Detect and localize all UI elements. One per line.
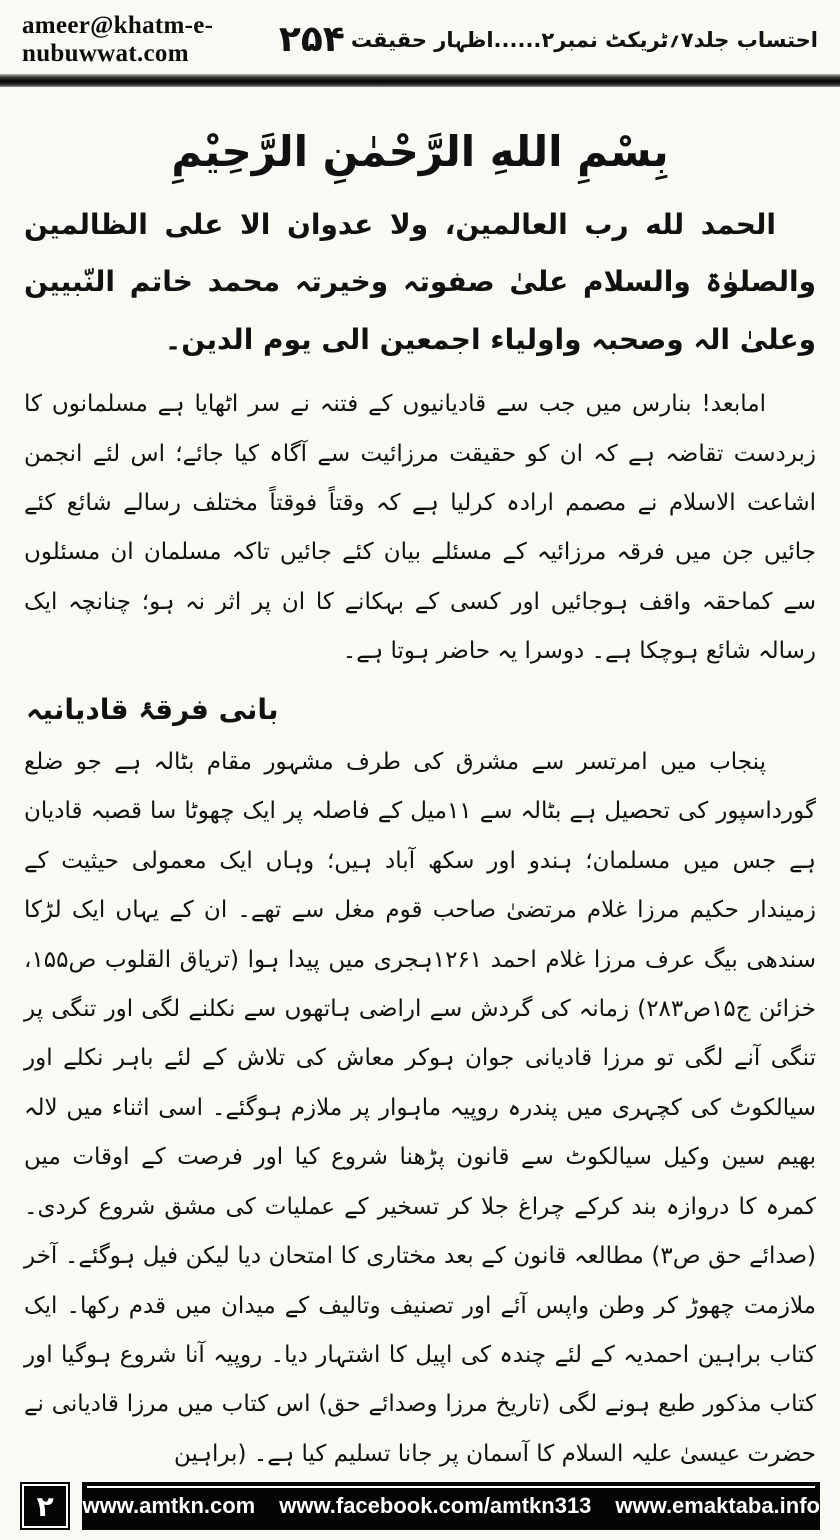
footer-page-number: ۲	[20, 1482, 70, 1530]
arabic-praise-paragraph: الحمد لله رب العالمین، ولا عدوان الا علی الظالمین والصلوٰۃ والسلام علیٰ صفوتہ وخیرتہ محمد خاتم النّبیین وعلیٰ الہ وصحبہ واولیاء اجمعین الی یوم الدین۔	[24, 208, 816, 356]
header-title: احتساب جلد۷؍ٹریکٹ نمبر۲......اظہار حقیقت	[350, 28, 818, 52]
section-heading: بانی فرقۂ قادیانیہ	[26, 692, 279, 726]
page-header	[0, 0, 840, 70]
header-rule	[0, 74, 840, 87]
page-footer	[0, 1482, 840, 1530]
email-text: ameer@khatm-e-nubuwwat.com	[22, 12, 214, 67]
footer-links-bar	[82, 1482, 820, 1530]
paragraph-founder-history: پنجاب میں امرتسر سے مشرق کی طرف مشہور مقام بٹالہ ہے جو ضلع گورداسپور کی تحصیل ہے بٹالہ سے ۱۱میل کے فاصلہ پر ایک چھوٹا سا قصبہ قادیان ہے جس میں مسلمان؛ ہندو اور سکھ آباد ہیں؛ وہاں ایک معمولی حیثیت کے زمیندار حکیم مرزا غلام مرتضیٰ صاحب قوم مغل سے تھے۔ ان کے یہاں ایک لڑکا سندھی بیگ عرف مرزا غلام احمد ۱۲۶۱ہجری میں پیدا ہوا (تریاق القلوب ص۱۵۵، خزائن ج۱۵ص۲۸۳) زمانہ کی گردش سے اراضی ہاتھوں سے نکلنے لگی اور تنگی پر تنگی آنے لگی تو مرزا قادیانی جوان ہوکر معاش کی تلاش کے لئے باہر نکلے اور سیالکوٹ کی کچہری میں پندرہ روپیہ ماہوار پر ملازم ہوگئے۔ اسی اثناء میں لالہ بھیم سین وکیل سیالکوٹ سے قانون پڑھنا شروع کیا اور فرصت کے اوقات میں کمرہ کا دروازہ بند کرکے چراغ جلا کر تسخیر کے عملیات کی مشق شروع کردی۔ (صدائے حق ص۳) مطالعہ قانون کے بعد مختاری کا امتحان دیا لیکن فیل ہوگئے۔ آخر ملازمت چھوڑ کر وطن واپس آئے اور تصنیف وتالیف کے میدان میں قدم رکھا۔ ایک کتاب براہین احمدیہ کے لئے چندہ کی اپیل کا اشتہار دیا۔ روپیہ آنا شروع ہوگیا اور کتاب مذکور طبع ہونے لگی (تاریخ مرزا وصدائے حق) اس کتاب میں مرزا قادیانی نے حضرت عیسیٰ علیہ السلام کا آسمان پر جانا تسلیم کیا ہے۔ (براہین	[24, 748, 817, 1467]
footer-link-emaktaba: www.emaktaba.info	[615, 1493, 820, 1518]
footer-link-facebook: www.facebook.com/amtkn313	[279, 1493, 592, 1518]
footer-link-amtkn: www.amtkn.com	[82, 1493, 256, 1518]
bismillah-calligraphy: بِسْمِ اللهِ الرَّحْمٰنِ الرَّحِیْمِ	[171, 127, 669, 176]
paragraph-intro: امابعد! بنارس میں جب سے قادیانیوں کے فتنہ نے سر اٹھایا ہے مسلمانوں کا زبردست تقاضہ ہے کہ ان کو حقیقت مرزائیت سے آگاہ کیا جائے؛ اس لئے انجمن اشاعت الاسلام نے مصمم ارادہ کرلیا ہے کہ وقتاً فوقتاً مختلف رسالے شائع کئے جائیں جن میں فرقہ مرزائیہ کے مسئلے بیان کئے جائیں تاکہ مسلمان ان مسئلوں سے کماحقہ واقف ہوجائیں اور کسی کے بہکانے کا ان پر اثر نہ ہو؛ چنانچہ ایک رسالہ شائع ہوچکا ہے۔ دوسرا یہ حاضر ہوتا ہے۔	[24, 391, 816, 665]
page-number-top: ۲۵۴	[278, 19, 345, 60]
